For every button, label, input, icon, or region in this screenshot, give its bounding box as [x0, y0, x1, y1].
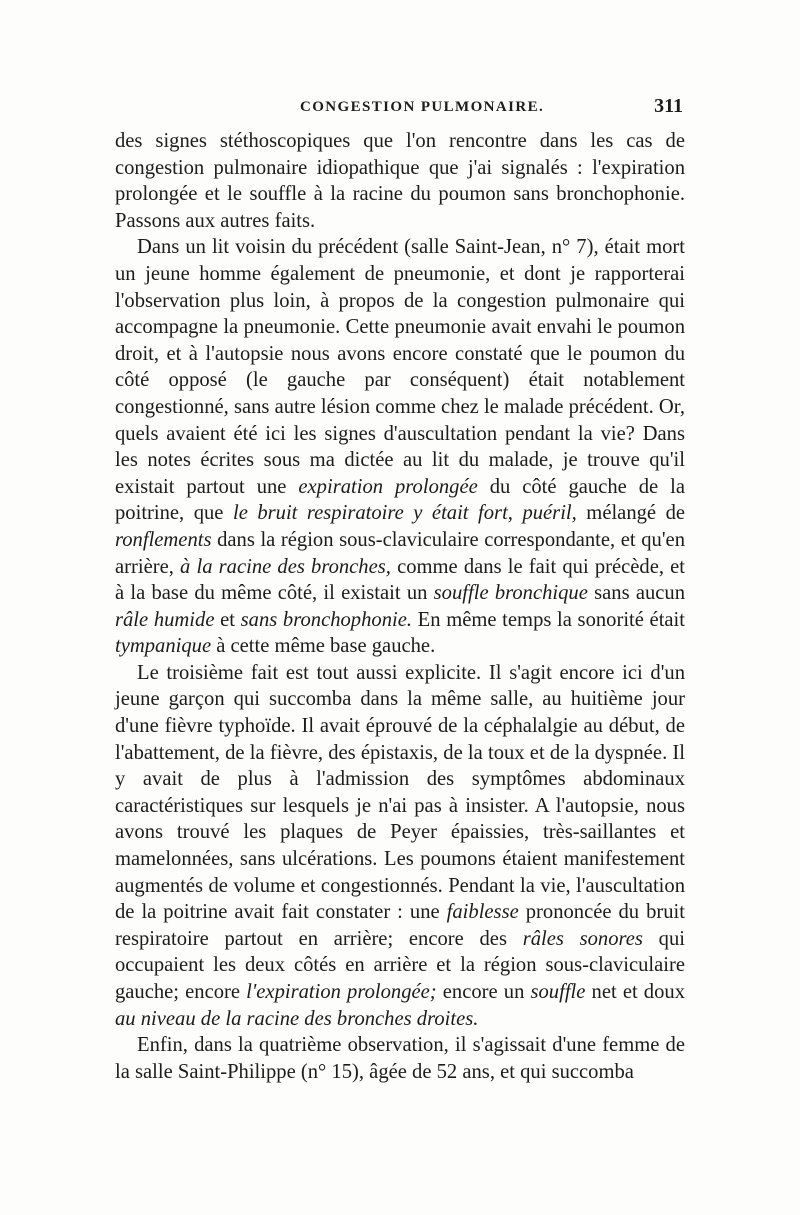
italic-text-run: râle humide	[115, 608, 215, 631]
text-run: et	[214, 608, 241, 631]
italic-text-run: à la racine des bronches,	[180, 555, 391, 578]
page-number: 311	[654, 95, 683, 117]
text-run: sans aucun	[587, 582, 685, 605]
italic-text-run: tympanique	[115, 635, 212, 658]
text-run: encore un	[436, 981, 531, 1003]
italic-text-run: expiration prolongée	[298, 475, 478, 498]
paragraph	[115, 234, 685, 660]
italic-text-run: faiblesse	[446, 901, 519, 924]
italic-text-run: souffle bronchique	[433, 582, 588, 605]
text-run: dans la région sous-claviculaire correspondante, et qu'en arrière,	[115, 528, 685, 578]
text-run: Dans un lit voisin du précédent (salle Saint-Jean, n° 7), était mort un jeune homme également de pneumonie, et dont je rapporterai l'observation plus loin, à propos de la congestion pulmonaire qui accompagne la pneumonie. Cette pneumonie avait envahi le poumon droit, et à l'autopsie nous avons encore constaté que le poumon du côté opposé (le gauche par conséquent) était notablement congestionné, sans autre lésion comme chez le malade précédent. Or, quels avaient été ici les signes d'auscultation pendant la vie? Dans les notes écrites sous ma dictée au lit du malade, je trouve qu'il existait partout une	[115, 236, 685, 498]
text-run: net et doux	[585, 981, 685, 1003]
italic-text-run: le bruit respiratoire y était fort, puéril,	[232, 502, 577, 525]
italic-text-run: l'expiration prolongée;	[246, 981, 437, 1003]
italic-text-run: sans bronchophonie.	[240, 608, 413, 631]
paragraph	[115, 128, 685, 234]
italic-text-run: au niveau de la racine des bronches droites.	[115, 1007, 479, 1030]
italic-text-run: ronflements	[115, 528, 212, 551]
text-run: à cette même base gauche.	[211, 635, 436, 658]
running-title: CONGESTION PULMONAIRE.	[300, 99, 545, 115]
text-run: mélangé de	[576, 502, 686, 525]
text-run: Enfin, dans la quatrième observation, il s'agissait d'une femme de la salle Saint-Philippe (n° 15), âgée de 52 ans, et qui succomba	[115, 1034, 685, 1083]
text-run: comme dans le fait qui précède, et à la base du même côté, il existait un	[115, 555, 686, 605]
paragraph	[115, 1032, 685, 1085]
italic-text-run: râles sonores	[522, 927, 643, 950]
italic-text-run: souffle	[530, 981, 586, 1003]
page-header	[115, 95, 683, 123]
paragraph	[115, 660, 685, 1032]
text-run: En même temps la sonorité était	[412, 608, 686, 631]
text-run: prononcée du bruit respiratoire partout en arrière; encore des	[115, 901, 686, 950]
text-run: des signes stéthoscopiques que l'on rencontre dans les cas de congestion pulmonaire idiopathique que j'ai signalés : l'expiration prolongée et le souffle à la racine du poumon sans bronchophonie. Passons aux autres faits.	[115, 130, 685, 232]
text-run: Le troisième fait est tout aussi explicite. Il s'agit encore ici d'un jeune garçon qui succomba dans la même salle, au huitième jour d'une fièvre typhoïde. Il avait éprouvé de la céphalalgie au début, de l'abattement, de la fièvre, des épistaxis, de la toux et de la dyspnée. Il y avait de plus à l'admission des symptômes abdominaux caractéristiques sur lesquels je n'ai pas à insister. A l'autopsie, nous avons trouvé les plaques de Peyer épaissies, très-saillantes et mamelonnées, sans ulcérations. Les poumons étaient manifestement augmentés de volume et congestionnés. Pendant la vie, l'auscultation de la poitrine avait fait constater : une	[115, 661, 685, 924]
body-text	[115, 128, 685, 1085]
text-run: qui occupaient les deux côtés en arrière et la région sous-claviculaire gauche; encore	[115, 927, 685, 1003]
text-run: du côté gauche de la poitrine, que	[115, 475, 685, 525]
